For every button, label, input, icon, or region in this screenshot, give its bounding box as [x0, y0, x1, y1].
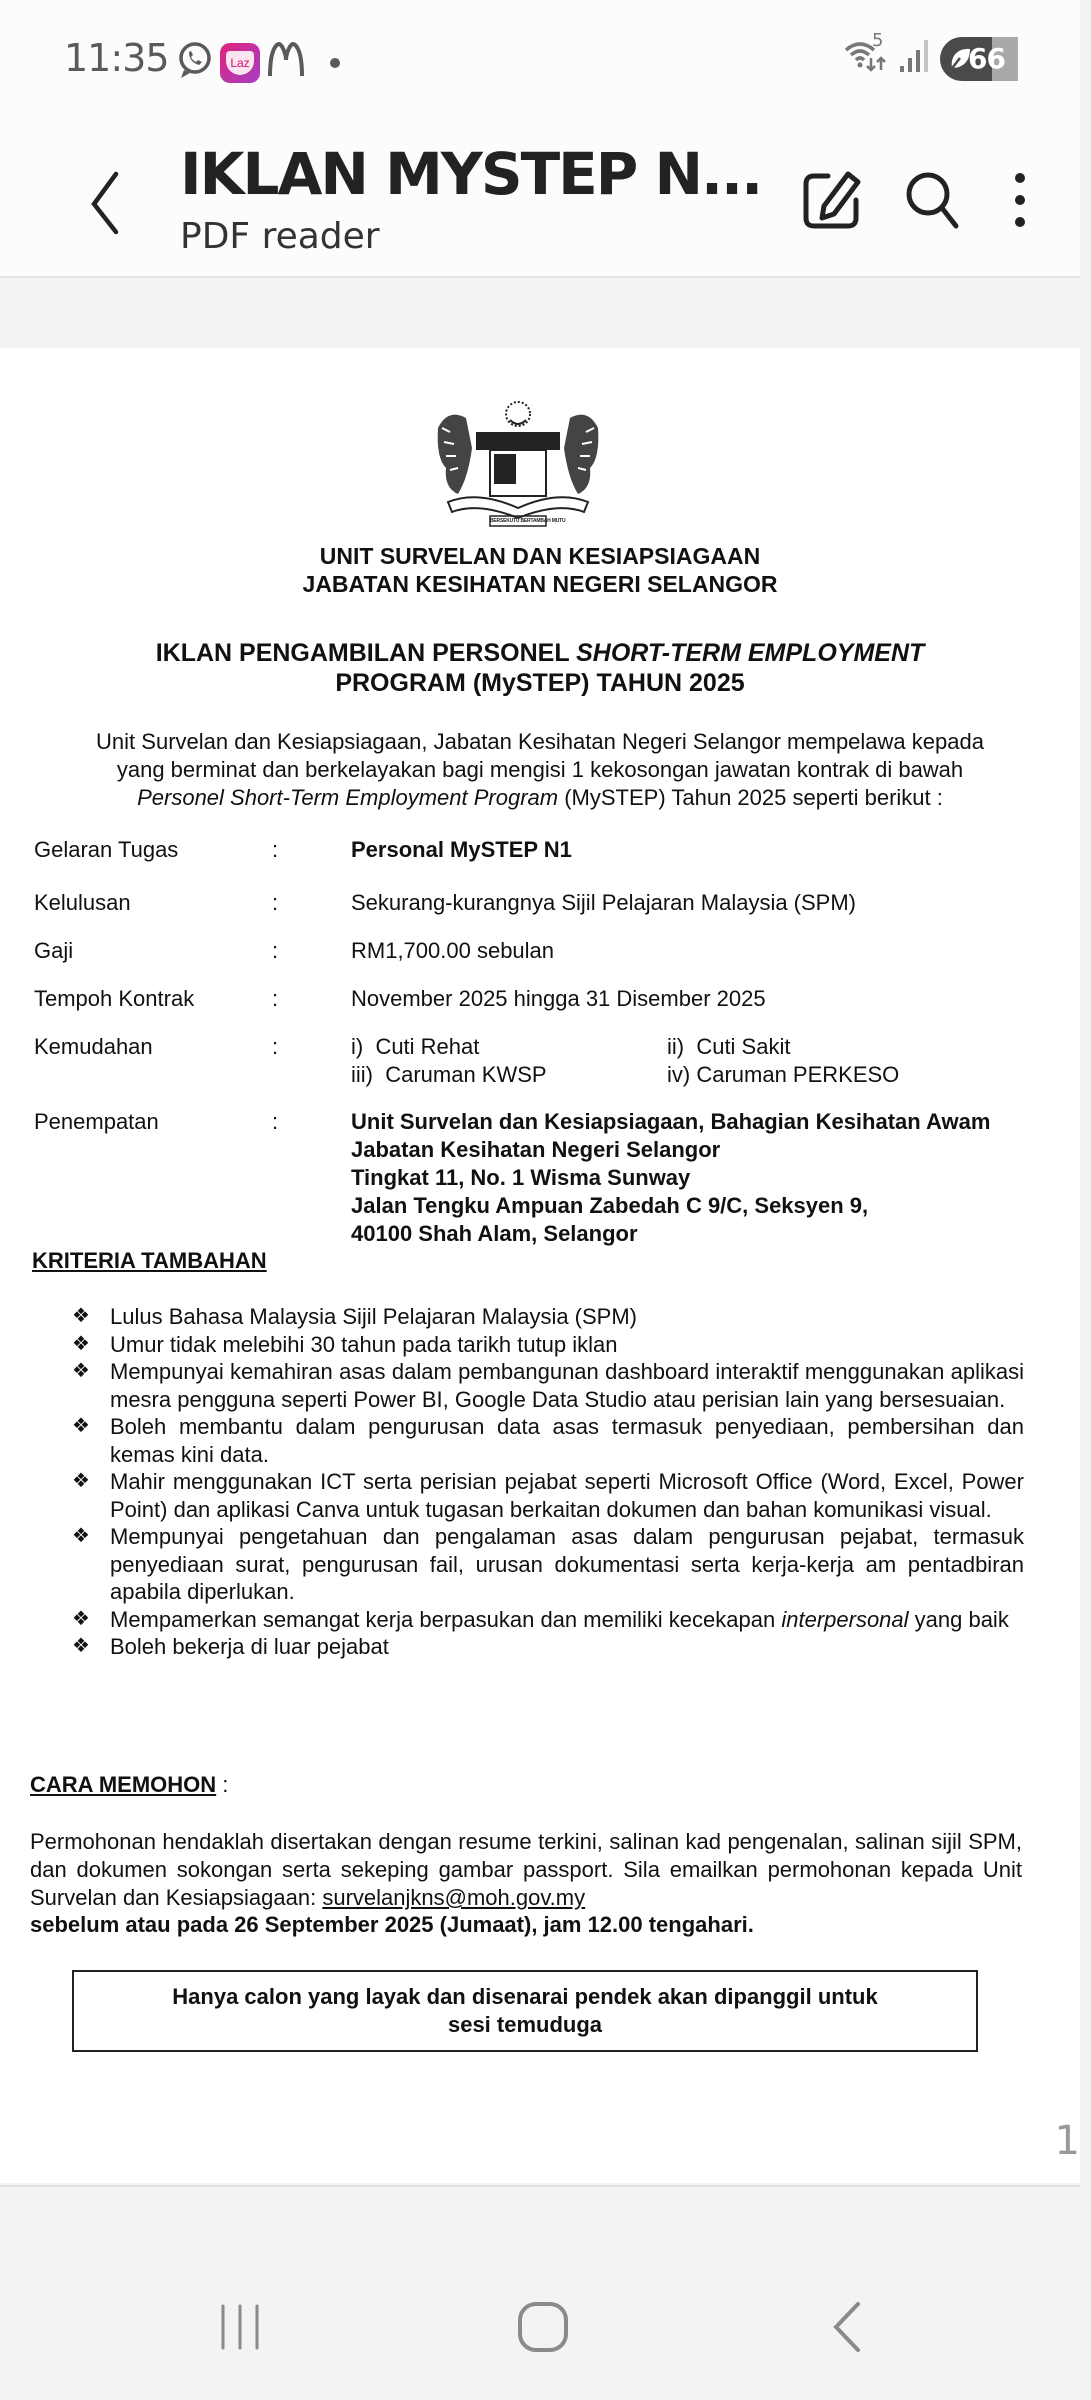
criteria-text: Boleh membantu dalam pengurusan data asas termasuk penyediaan, pembersihan dan kemas kini data.: [110, 1414, 1024, 1467]
signal-icon: [898, 38, 930, 79]
field-colon: :: [272, 938, 279, 963]
status-bar: [0, 0, 1080, 120]
edit-icon: [802, 170, 862, 230]
nav-back-button[interactable]: [806, 2297, 886, 2357]
field-colon: :: [272, 837, 279, 862]
apply-paragraph: [30, 1828, 1022, 1912]
notice-line-1: Hanya calon yang layak dan disenarai pendek akan dipanggil untuk: [172, 1984, 878, 2009]
criteria-text-italic: interpersonal: [781, 1606, 909, 1632]
bullet-icon: ❖: [72, 1305, 90, 1327]
intro-line-2: yang berminat dan berkelayakan bagi mengisi 1 kekosongan jawatan kontrak di bawah: [116, 757, 964, 782]
back-button[interactable]: [80, 168, 130, 238]
benefits-list: [351, 1033, 1091, 1089]
title-line-1a: IKLAN PENGAMBILAN PERSONEL: [155, 639, 577, 667]
recent-apps-button[interactable]: [200, 2297, 280, 2357]
address-line: Tingkat 11, No. 1 Wisma Sunway: [351, 1165, 691, 1190]
email-link[interactable]: survelanjkns@moh.gov.my: [322, 1885, 586, 1910]
criteria-item: [72, 1331, 1024, 1359]
criteria-item: [72, 1413, 1024, 1468]
app-bar: [0, 120, 1080, 278]
battery-level: 66: [968, 42, 1005, 75]
criteria-text: Mempunyai pengetahuan dan pengalaman asas dalam pengurusan pejabat, termasuk penyediaan surat, pengurusan fail, urusan dokumentasi serta kerja-kerja am pentadbiran apabila diperlukan.: [110, 1524, 1024, 1604]
lazada-icon: [220, 43, 260, 83]
malaysia-coat-of-arms-logo: [428, 398, 608, 538]
more-vertical-icon: [1010, 170, 1030, 230]
criteria-text: Umur tidak melebihi 30 tahun pada tarikh tutup iklan: [110, 1331, 618, 1357]
more-dot-icon: [330, 58, 340, 68]
notification-icons: [176, 40, 340, 85]
wifi-label: 5: [872, 30, 884, 51]
field-label: Tempoh Kontrak: [34, 986, 195, 1011]
benefit-item: i) Cuti Rehat: [351, 1034, 480, 1059]
pdf-page[interactable]: [0, 348, 1080, 2183]
home-icon: [516, 2300, 570, 2354]
deadline-text: sebelum atau pada 26 September 2025 (Jumaat), jam 12.00 tengahari.: [30, 1912, 754, 1937]
benefit-item: iii) Caruman KWSP: [351, 1062, 547, 1087]
app-actions: [796, 164, 1040, 236]
notice-box: [72, 1970, 978, 2052]
title-line-1b: SHORT-TERM EMPLOYMENT: [576, 639, 925, 667]
criteria-text: Mempunyai kemahiran asas dalam pembangunan dashboard interaktif menggunakan aplikasi mesra pengguna seperti Power BI, Google Data Studio atau perisian lain yang bersesuaian.: [110, 1359, 1024, 1412]
org-line-2: JABATAN KESIHATAN NEGERI SELANGOR: [302, 571, 778, 597]
field-colon: :: [272, 1109, 279, 1134]
bullet-icon: ❖: [72, 1525, 90, 1547]
status-right: [844, 30, 1018, 81]
organization-header: [0, 542, 1080, 598]
bullet-icon: ❖: [72, 1415, 90, 1437]
field-value: November 2025 hingga 31 Disember 2025: [351, 986, 766, 1011]
org-line-1: UNIT SURVELAN DAN KESIAPSIAGAAN: [319, 543, 761, 569]
mcdonalds-icon: [266, 40, 306, 85]
address-line: 40100 Shah Alam, Selangor: [351, 1221, 638, 1246]
edit-button[interactable]: [796, 164, 868, 236]
apply-heading-row: [30, 1772, 228, 1798]
wifi-icon: [844, 30, 888, 81]
criteria-item: [72, 1606, 1024, 1634]
bullet-icon: ❖: [72, 1635, 90, 1657]
pdf-viewer[interactable]: [0, 280, 1080, 2185]
bullet-icon: ❖: [72, 1360, 90, 1382]
field-colon: :: [272, 890, 279, 915]
search-icon: [904, 170, 964, 230]
navigation-bar: [0, 2185, 1080, 2400]
bullet-icon: ❖: [72, 1332, 90, 1355]
field-value: Personal MySTEP N1: [351, 837, 572, 862]
apply-heading: CARA MEMOHON: [30, 1772, 217, 1797]
criteria-item: [72, 1358, 1024, 1413]
chevron-left-icon: [80, 168, 130, 238]
search-button[interactable]: [898, 164, 970, 236]
field-label: Gelaran Tugas: [34, 837, 179, 862]
advertisement-title: [0, 638, 1080, 698]
whatsapp-icon: [176, 40, 214, 85]
crest-motto: BERSEKUTU BERTAMBAH MUTU: [490, 518, 566, 524]
app-subtitle: PDF reader: [180, 216, 380, 257]
status-time: 11:35: [64, 36, 169, 80]
intro-paragraph: [40, 728, 1040, 812]
document-title: IKLAN MYSTEP N...: [180, 140, 762, 208]
back-icon: [826, 2300, 866, 2354]
page-number: 1: [1054, 2118, 1080, 2164]
placement-address: [351, 1108, 1091, 1248]
address-line: Jabatan Kesihatan Negeri Selangor: [351, 1137, 721, 1162]
criteria-text-b: yang baik: [908, 1606, 1009, 1632]
field-colon: :: [272, 1034, 279, 1059]
home-button[interactable]: [503, 2297, 583, 2357]
notice-line-2: sesi temuduga: [447, 2012, 603, 2037]
apply-text: Permohonan hendaklah disertakan dengan resume terkini, salinan kad pengenalan, salinan sijil SPM, dan dokumen sokongan serta sekeping gambar passport. Sila emailkan permohonan kepada Unit Survelan dan Kesiapsiagaan:: [30, 1829, 1022, 1910]
intro-line-1: Unit Survelan dan Kesiapsiagaan, Jabatan Kesihatan Negeri Selangor mempelawa kepada: [96, 729, 984, 754]
criteria-item: [72, 1633, 1024, 1661]
criteria-item: [72, 1523, 1024, 1606]
title-line-2: PROGRAM (MySTEP) TAHUN 2025: [335, 669, 745, 697]
criteria-list: [72, 1303, 1024, 1661]
field-colon: :: [272, 986, 279, 1011]
benefit-item: ii) Cuti Sakit: [667, 1034, 791, 1059]
bullet-icon: ❖: [72, 1470, 90, 1492]
criteria-text: Lulus Bahasa Malaysia Sijil Pelajaran Malaysia (SPM): [110, 1304, 638, 1329]
field-label: Kelulusan: [34, 890, 131, 915]
battery-indicator: [940, 37, 1018, 81]
apply-heading-suffix: :: [216, 1772, 229, 1797]
more-options-button[interactable]: [1000, 164, 1040, 236]
criteria-text: Mahir menggunakan ICT serta perisian pejabat seperti Microsoft Office (Word, Excel, Power Point) dan aplikasi Canva untuk tugasan berkaitan dokumen dan bahan komunikasi visual.: [110, 1469, 1024, 1522]
criteria-text-a: Mempamerkan semangat kerja berpasukan dan memiliki kecekapan: [110, 1606, 782, 1632]
lazada-label: Laz: [226, 51, 254, 75]
criteria-item: [72, 1468, 1024, 1523]
criteria-item: [72, 1303, 1024, 1331]
recent-apps-icon: [215, 2302, 265, 2352]
field-label: Gaji: [34, 938, 74, 963]
field-label: Penempatan: [34, 1109, 159, 1134]
intro-line-3-rest: (MySTEP) Tahun 2025 seperti berikut :: [558, 785, 943, 810]
benefit-item: iv) Caruman PERKESO: [667, 1062, 900, 1087]
criteria-heading: KRITERIA TAMBAHAN: [32, 1248, 267, 1273]
field-value: RM1,700.00 sebulan: [351, 938, 555, 963]
field-value: Sekurang-kurangnya Sijil Pelajaran Malaysia (SPM): [351, 890, 857, 915]
bullet-icon: ❖: [72, 1607, 90, 1630]
intro-line-3-italic: Personel Short-Term Employment Program: [137, 785, 559, 810]
field-label: Kemudahan: [34, 1034, 153, 1059]
address-line: Unit Survelan dan Kesiapsiagaan, Bahagian Kesihatan Awam: [351, 1109, 991, 1134]
criteria-text: Boleh bekerja di luar pejabat: [110, 1634, 389, 1659]
address-line: Jalan Tengku Ampuan Zabedah C 9/C, Seksyen 9,: [351, 1193, 869, 1218]
